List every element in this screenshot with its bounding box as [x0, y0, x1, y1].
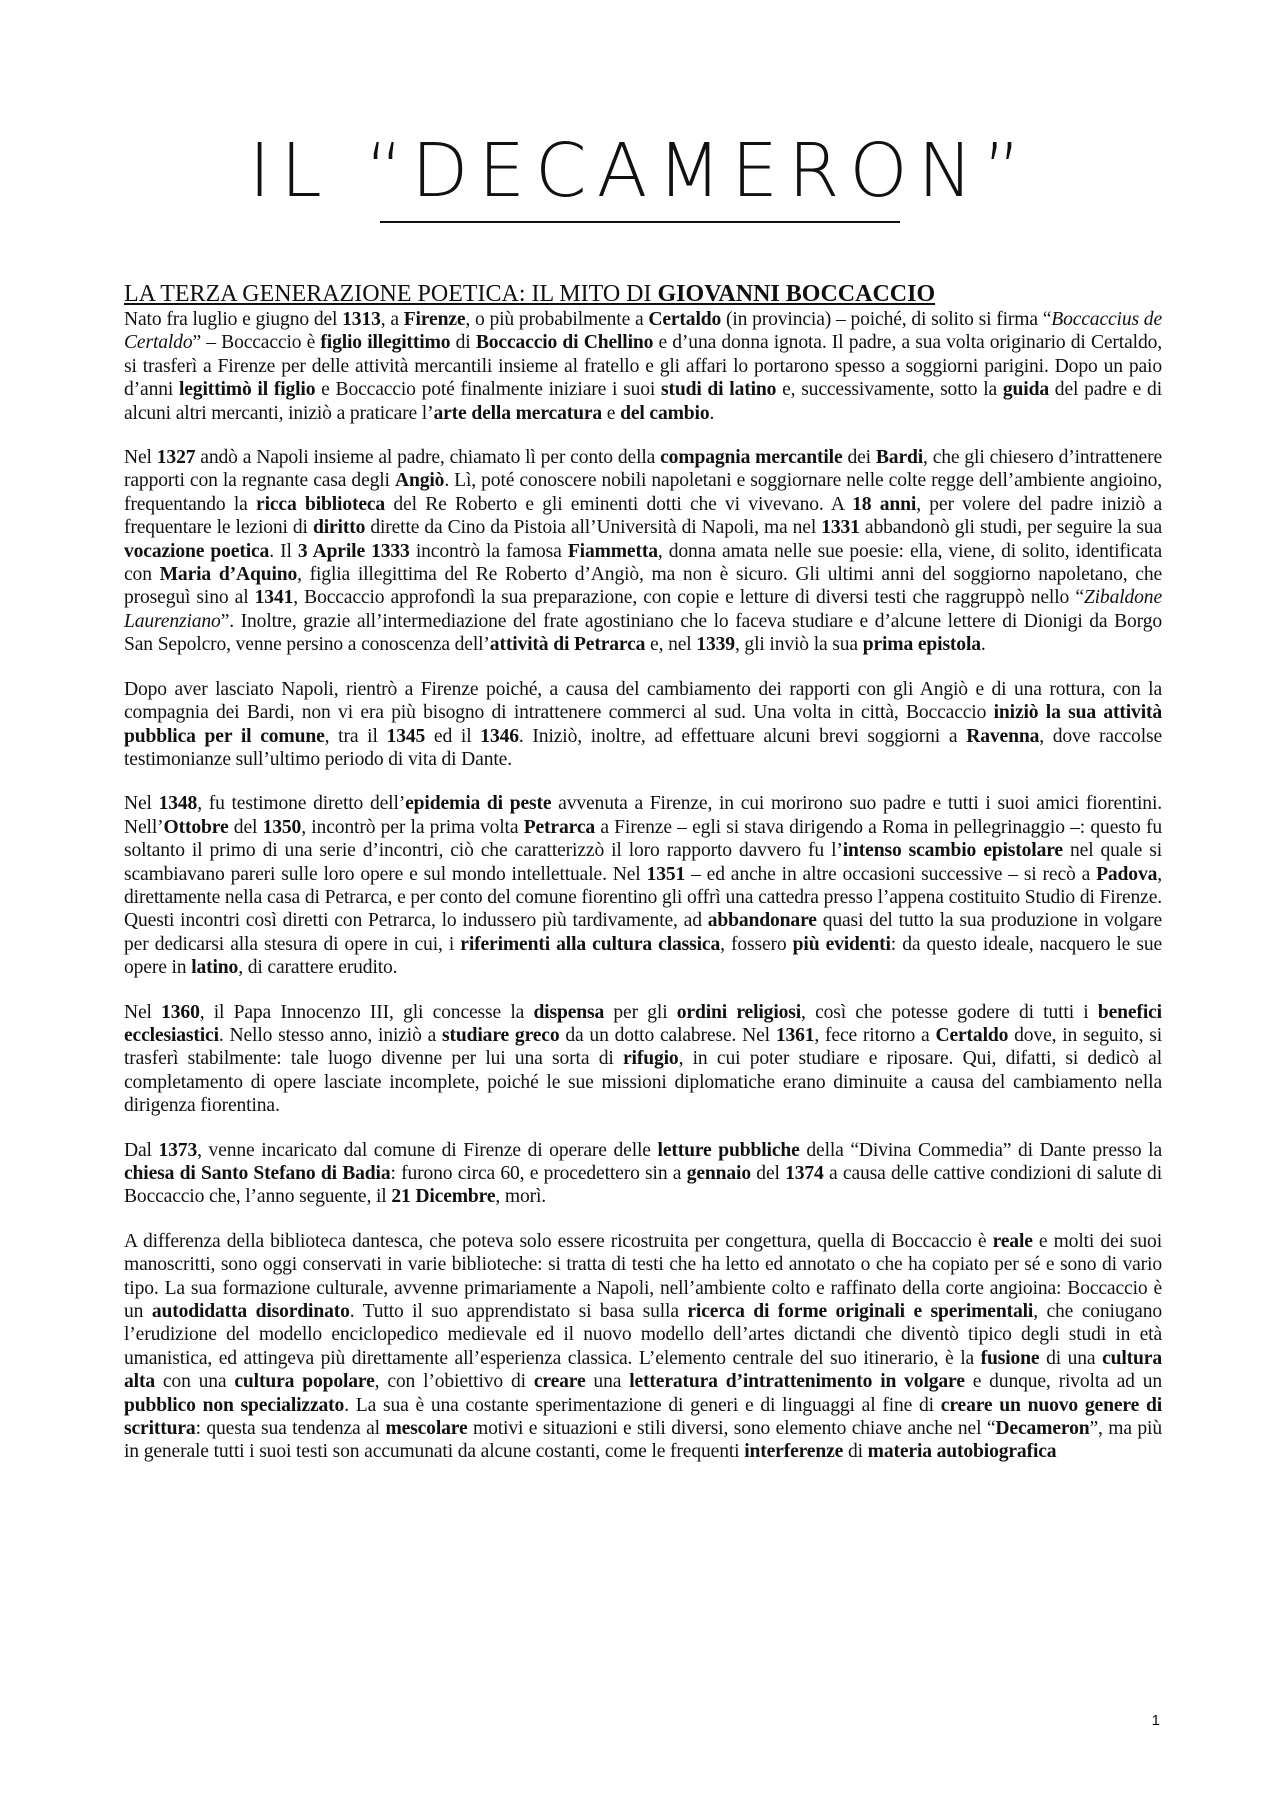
text-run: a Firenze – egli si stava dirigendo a Roma in pellegrinaggio –: questo fu soltanto il primo di una serie d’incontri, ciò che caratterizzò il loro rapporto davvero fu l’: [124, 816, 1162, 862]
bold-term: creare un nuovo genere di scrittura: [124, 1394, 1162, 1440]
bold-term: reale: [992, 1230, 1033, 1252]
section-heading-plain: LA TERZA GENERAZIONE POETICA: IL MITO DI: [124, 281, 658, 307]
bold-term: rifugio: [623, 1048, 679, 1070]
bold-term: Decameron: [995, 1418, 1090, 1440]
bold-term: vocazione poetica: [124, 540, 270, 562]
text-run: . Il: [269, 540, 298, 562]
text-run: andò a Napoli insieme al padre, chiamato lì per conto della: [195, 447, 661, 469]
bold-term: pubblico non specializzato: [124, 1394, 345, 1416]
bold-term: creare: [533, 1371, 586, 1393]
bold-term: ordini religiosi: [676, 1001, 802, 1023]
bold-term: studi di latino: [660, 379, 777, 401]
text-run: , tra il: [324, 725, 387, 747]
paragraph-1: [124, 308, 1162, 425]
bold-term: guida: [1002, 379, 1049, 401]
paragraph-4: [124, 792, 1162, 979]
text-run: (in provincia) – poiché, di solito si firma “: [721, 309, 1052, 330]
bold-term: cultura popolare: [234, 1371, 375, 1393]
text-run: ”, ma più in generale tutti i suoi testi son accumunati da alcune costanti, come le frequenti: [124, 1418, 1162, 1463]
text-run: , così che potesse godere di tutti i: [801, 1001, 1098, 1023]
text-run: della “Divina Commedia” di Dante presso la: [799, 1139, 1162, 1161]
text-run: , dove raccolse testimonianze sull’ultimo periodo di vita di Dante.: [124, 725, 1163, 770]
bold-term: 1373: [158, 1139, 198, 1161]
text-run: – ed anche in altre occasioni successive – si recò a: [685, 863, 1097, 885]
text-run: dei: [842, 447, 876, 469]
bold-term: 21 Dicembre: [391, 1186, 496, 1208]
text-run: : furono circa 60, e procedettero sin a: [390, 1163, 687, 1184]
bold-term: epidemia di peste: [405, 793, 552, 815]
bold-term: 1345: [386, 725, 426, 747]
text-run: del: [228, 816, 263, 838]
bold-term: figlio illegittimo: [320, 332, 451, 354]
text-run: , per volere del padre iniziò a frequentare le lezioni di: [124, 493, 1163, 539]
text-run: ” – Boccaccio è: [192, 332, 321, 354]
text-run: e molti dei suoi manoscritti, sono oggi conservati in varie biblioteche: si tratta di testi che ha letto ed annotato o che ha copiato per sé e sono di vario tipo. La sua formazione culturale, avvenne primariamente a Napoli, nell’ambiente colto e raffinato della corte angioina: Boccaccio è un: [124, 1230, 1162, 1323]
text-run: , morì.: [495, 1186, 547, 1208]
text-run: . Nello stesso anno, iniziò a: [218, 1024, 443, 1046]
text-run: a causa delle cattive condizioni di salute di Boccaccio che, l’anno seguente, il: [124, 1163, 1163, 1208]
text-run: , direttamente nella casa di Petrarca, e per conto del comune fiorentino gli offrì una cattedra presso l’appena costituito Studio di Firenze. Questi incontri così diretti con Petrarca, lo indussero più tardivamente, ad: [124, 863, 1162, 932]
bold-term: 1341: [254, 587, 294, 609]
section-heading-bold: GIOVANNI BOCCACCIO: [657, 281, 936, 307]
bold-term: Certaldo: [935, 1024, 1009, 1046]
bold-term: Boccaccio di Chellino: [475, 332, 654, 354]
text-run: del padre e di alcuni altri mercanti, iniziò a praticare l’: [124, 379, 1162, 424]
paragraph-2: [124, 446, 1162, 657]
bold-term: 1327: [156, 447, 196, 469]
text-run: . Tutto il suo apprendistato si basa sulla: [349, 1301, 688, 1323]
bold-term: Fiammetta: [567, 540, 658, 562]
text-run: . La sua è una costante sperimentazione di generi e di linguaggi al fine di: [344, 1394, 941, 1416]
text-run: Nato fra luglio e giugno del: [124, 309, 343, 330]
text-run: , fossero: [720, 933, 793, 955]
bold-term: del cambio: [620, 402, 710, 424]
bold-term: materia autobiografica: [867, 1441, 1057, 1463]
bold-term: abbandonare: [707, 910, 817, 932]
paragraph-3: [124, 678, 1162, 772]
text-run: A differenza della biblioteca dantesca, che poteva solo essere ricostruita per congettura, quella di Boccaccio è: [124, 1230, 993, 1252]
text-run: , gli inviò la sua: [734, 634, 863, 656]
bold-term: Ravenna: [966, 725, 1040, 747]
text-run: una: [585, 1371, 630, 1393]
italic-term: Boccaccius de Certaldo: [124, 309, 1162, 354]
text-run: .: [709, 402, 715, 424]
text-run: ed il: [425, 725, 481, 747]
text-run: , fece ritorno a: [814, 1024, 936, 1046]
text-run: e: [602, 402, 621, 424]
bold-term: Certaldo: [648, 309, 722, 330]
document-body: [124, 280, 1162, 1485]
text-run: del: [750, 1163, 786, 1184]
paragraph-7: [124, 1230, 1162, 1464]
bold-term: Padova: [1096, 863, 1158, 885]
document-title: IL “DECAMERON”: [248, 128, 1032, 214]
bold-term: 1361: [775, 1024, 815, 1046]
text-run: e, successivamente, sotto la: [776, 379, 1003, 401]
text-run: per gli: [604, 1001, 677, 1023]
bold-term: Firenze: [403, 309, 466, 330]
text-run: Dal: [124, 1139, 159, 1161]
text-run: , o più probabilmente a: [465, 309, 649, 330]
text-run: : da questo ideale, nacquero le sue opere in: [124, 933, 1163, 979]
italic-term: Zibaldone Laurenziano: [124, 587, 1162, 632]
text-run: . Lì, poté conoscere nobili napoletani e soggiornare nelle colte regge dell’ambiente angioino, frequentando la: [124, 470, 1162, 515]
text-run: abbandonò gli studi, per seguire la sua: [859, 517, 1162, 539]
text-run: di: [450, 332, 476, 354]
bold-term: Ottobre: [163, 816, 229, 838]
text-run: , che gli chiesero d’intrattenere rapporti con la regnante casa degli: [124, 447, 1162, 492]
text-run: , a: [380, 309, 404, 330]
bold-term: ricca biblioteca: [256, 493, 386, 515]
bold-term: 3 Aprile 1333: [297, 540, 410, 562]
bold-term: 1313: [342, 309, 381, 330]
bold-term: intenso scambio epistolare: [842, 840, 1063, 862]
text-run: , che coniugano l’erudizione del modello enciclopedico medievale ed il nuovo modello dell’artes dictandi che diventò tipico degli studi in età umanistica, ed attingeva più direttamente all’esperienza classica. L’elemento centrale del suo itinerario, è la: [124, 1301, 1162, 1369]
bold-term: studiare greco: [442, 1024, 560, 1046]
bold-term: Maria d’Aquino: [159, 564, 298, 586]
bold-term: 1348: [158, 793, 198, 815]
bold-term: letteratura d’intrattenimento in volgare: [629, 1371, 965, 1393]
text-run: : questa sua tendenza al: [195, 1418, 386, 1440]
paragraph-6: [124, 1139, 1162, 1209]
text-run: , venne incaricato dal comune di Firenze di operare delle: [197, 1139, 658, 1161]
bold-term: cultura alta: [124, 1347, 1162, 1393]
text-run: e Boccaccio poté finalmente iniziare i suoi: [315, 379, 661, 401]
text-run: , di carattere erudito.: [238, 957, 398, 979]
text-run: , Boccaccio approfondì la sua preparazione, con copie e letture di diversi testi che raggruppò nello “: [293, 587, 1084, 609]
text-run: e, nel: [645, 634, 697, 656]
text-run: Nel: [124, 793, 159, 815]
text-run: motivi e situazioni e stili diversi, sono elemento chiave anche nel “: [467, 1418, 996, 1440]
bold-term: Bardi: [875, 447, 924, 469]
bold-term: interferenze: [744, 1441, 844, 1463]
bold-term: mescolare: [385, 1418, 468, 1440]
text-run: dirette da Cino da Pistoia all’Università di Napoli, ma nel: [365, 517, 822, 539]
bold-term: gennaio: [686, 1163, 751, 1184]
text-run: , incontrò per la prima volta: [301, 816, 524, 838]
bold-term: fusione: [980, 1347, 1040, 1369]
text-run: , fu testimone diretto dell’: [197, 793, 406, 815]
bold-term: iniziò la sua attività pubblica per il comune: [124, 702, 1163, 747]
bold-term: più evidenti: [792, 933, 891, 955]
bold-term: autodidatta disordinato: [151, 1301, 350, 1323]
bold-term: 1351: [646, 863, 686, 885]
bold-term: chiesa di Santo Stefano di Badia: [124, 1163, 391, 1184]
bold-term: Petrarca: [523, 816, 596, 838]
text-run: , figlia illegittima del Re Roberto d’Angiò, ma non è sicuro. Gli ultimi anni del soggiorno napoletano, che proseguì sino al: [124, 564, 1163, 609]
text-run: Nel: [124, 1001, 162, 1023]
text-run: di: [843, 1441, 868, 1463]
bold-term: arte della mercatura: [433, 402, 603, 424]
text-run: ”. Inoltre, grazie all’intermediazione del frate agostiniano che lo faceva studiare e d’alcune lettere di Dionigi da Borgo San Sepolcro, venne persino a conoscenza dell’: [124, 610, 1162, 656]
bold-term: dispensa: [533, 1001, 605, 1023]
text-run: da un dotto calabrese. Nel: [559, 1024, 776, 1046]
bold-term: latino: [191, 957, 239, 979]
text-run: nel quale si scambiavano pareri sulle loro opere e sul mondo intellettuale. Nel: [124, 840, 1163, 885]
text-run: , il Papa Innocenzo III, gli concesse la: [199, 1001, 534, 1023]
bold-term: diritto: [312, 517, 366, 539]
bold-term: riferimenti alla cultura classica: [460, 933, 721, 955]
bold-term: letture pubbliche: [657, 1139, 800, 1161]
text-run: quasi del tutto la sua produzione in volgare per dedicarsi alla stesura di opere in cui, i: [124, 910, 1162, 955]
text-run: . Iniziò, inoltre, ad effettuare alcuni brevi soggiorni a: [518, 725, 967, 747]
text-run: e d’una donna ignota. Il padre, a sua volta originario di Certaldo, si trasferì a Firenze per delle attività mercantili insieme al fratello e gli affari lo portarono spesso a soggiorni parigini. Dopo un paio d’anni: [124, 332, 1162, 401]
title-underline: [380, 221, 900, 223]
text-run: , con l’obiettivo di: [374, 1371, 534, 1393]
bold-term: benefici ecclesiastici: [124, 1001, 1162, 1046]
bold-term: 1360: [161, 1001, 200, 1023]
bold-term: compagnia mercantile: [660, 447, 843, 469]
bold-term: 1339: [696, 634, 735, 656]
text-run: con una: [154, 1371, 235, 1393]
section-heading: [124, 280, 1162, 308]
text-run: Nel: [124, 447, 157, 469]
text-run: incontrò la famosa: [409, 540, 568, 562]
bold-term: 1374: [785, 1163, 824, 1184]
bold-term: prima epistola: [862, 634, 981, 656]
bold-term: 18 anni: [852, 493, 917, 515]
text-run: , in cui poter studiare e riposare. Qui, difatti, si dedicò al completamento di opere lasciate incomplete, poiché le sue missioni diplomatiche erano diminuite a causa del cambiamento nella dirigenza fiorentina.: [124, 1048, 1163, 1117]
bold-term: ricerca di forme originali e sperimentali: [687, 1301, 1034, 1323]
bold-term: 1350: [262, 816, 302, 838]
bold-term: 1331: [821, 517, 860, 539]
bold-term: attività di Petrarca: [489, 634, 646, 656]
text-run: e dunque, rivolta ad un: [964, 1371, 1162, 1393]
text-run: di una: [1039, 1347, 1103, 1369]
page-number: 1: [1151, 1712, 1160, 1729]
text-run: .: [980, 634, 986, 656]
text-run: del Re Roberto e gli eminenti dotti che vi vivevano. A: [385, 493, 853, 515]
paragraph-5: [124, 1001, 1162, 1118]
text-run: avvenuta a Firenze, in cui morirono suo padre e tutti i suoi amici fiorentini. Nell’: [124, 793, 1162, 838]
bold-term: Angiò: [394, 470, 445, 492]
bold-term: 1346: [480, 725, 519, 747]
text-run: dove, in seguito, si trasferì stabilmente: tale luogo divenne per lui una sorta di: [124, 1024, 1162, 1070]
text-run: Dopo aver lasciato Napoli, rientrò a Firenze poiché, a causa del cambiamento dei rapporti con gli Angiò e di una rottura, con la compagnia dei Bardi, non vi era più bisogno di intrattenere commerci al sud. Una volta in città, Boccaccio: [124, 678, 1162, 724]
bold-term: legittimò il figlio: [178, 379, 316, 401]
text-run: , donna amata nelle sue poesie: ella, viene, di solito, identificata con: [124, 540, 1162, 586]
